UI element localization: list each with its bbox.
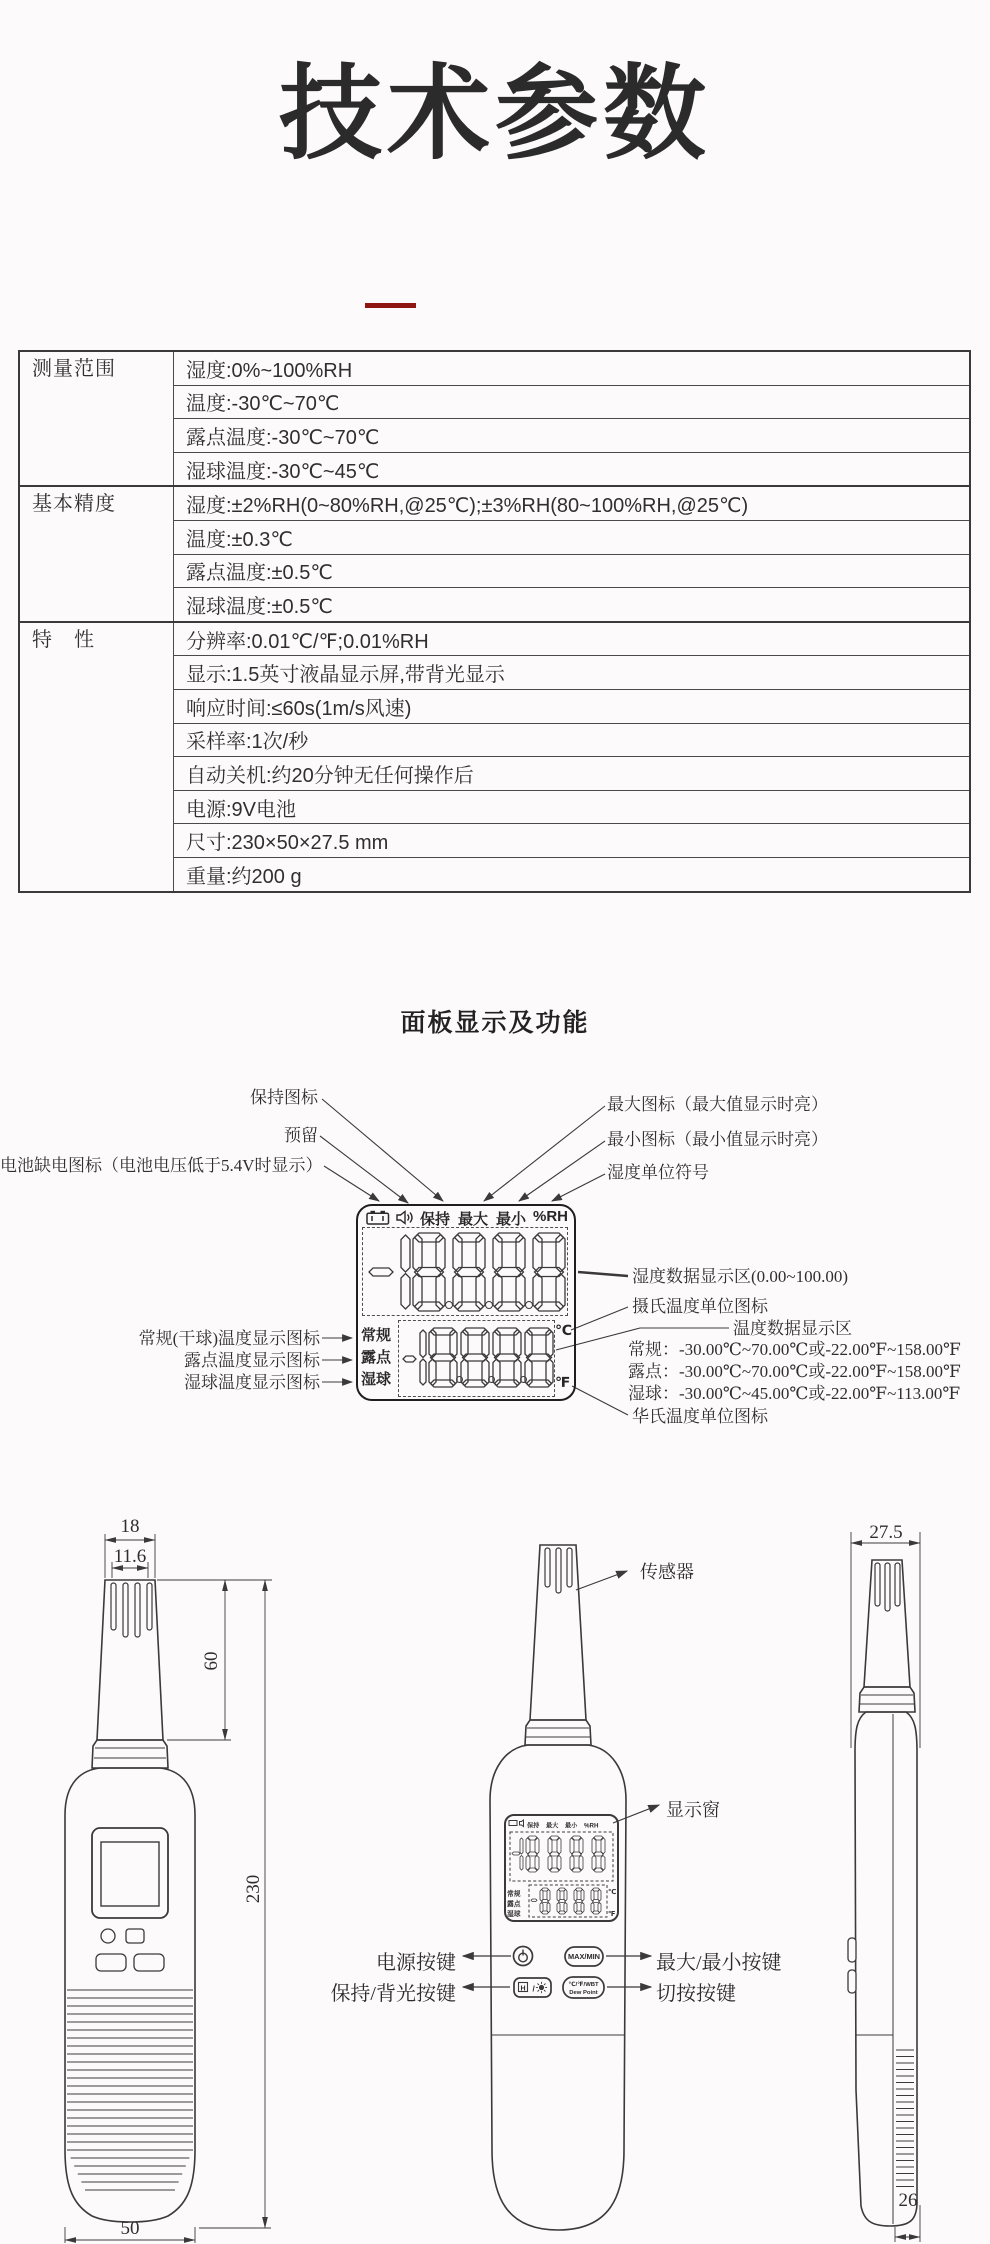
panel-section-heading: 面板显示及功能	[400, 1009, 590, 1037]
dim-total-length: 230	[243, 1874, 264, 1904]
decimal-dot	[520, 1376, 527, 1383]
callout-hold-backlight-button: 保持/背光按键	[330, 1983, 456, 2005]
device-drawings-section	[0, 1490, 990, 2244]
mini-lcd-hold: 保持	[527, 1822, 540, 1830]
seven-segment-digit	[452, 1232, 486, 1312]
lcd-fahrenheit-unit: ℉	[555, 1374, 571, 1390]
callout-celsius-icon: 摄氏温度单位图标	[632, 1297, 768, 1316]
callout-reserved: 预留	[284, 1126, 318, 1145]
spec-row-value: 温度:±0.3℃	[174, 520, 971, 554]
callout-range-dew: 露点：-30.00℃~70.00℃或-22.00℉~158.00℉	[628, 1362, 961, 1381]
spec-row-value: 尺寸:230×50×27.5 mm	[174, 824, 971, 858]
spec-row-value: 显示:1.5英寸液晶显示屏,带背光显示	[174, 656, 971, 690]
callout-wet-icon: 湿球温度显示图标	[184, 1373, 320, 1392]
lcd-min-label: 最小	[496, 1211, 527, 1228]
seven-segment-digit	[416, 1328, 427, 1387]
spec-row-value: 分辨率:0.01℃/℉;0.01%RH	[174, 622, 971, 656]
spec-row-value: 湿球温度:-30℃~45℃	[174, 452, 971, 486]
callout-max-min-button: 最大/最小按键	[656, 1952, 782, 1974]
spec-table	[18, 350, 971, 893]
callout-temp-area: 温度数据显示区	[733, 1319, 852, 1338]
spec-row-value: 湿度:±2%RH(0~80%RH,@25℃);±3%RH(80~100%RH,@25℃)	[174, 486, 971, 520]
seven-segment-digit	[396, 1233, 411, 1311]
spec-row-value: 露点温度:±0.5℃	[174, 554, 971, 588]
callout-display-window: 显示窗	[666, 1800, 720, 1820]
lcd-dew-label: 露点	[361, 1349, 392, 1366]
red-divider	[365, 303, 416, 308]
callout-dew-icon: 露点温度显示图标	[184, 1351, 320, 1370]
mini-lcd-min: 最小	[565, 1822, 578, 1830]
mini-lcd-max: 最大	[546, 1822, 559, 1830]
hold-backlight-slash: /	[532, 1984, 535, 1994]
dim-depth: 27.5	[869, 1522, 903, 1543]
callout-hold-icon: 保持图标	[250, 1088, 318, 1107]
mini-lcd-c: ℃	[608, 1889, 617, 1896]
spec-row-value: 湿度:0%~100%RH	[174, 351, 971, 385]
decimal-dot	[488, 1376, 495, 1383]
mini-lcd-wet: 湿球	[507, 1911, 521, 1918]
mini-lcd-dew: 露点	[507, 1901, 521, 1908]
page-title: 技术参数	[279, 56, 711, 171]
lcd-diagram-section	[0, 1060, 990, 1455]
device-drawings-svg	[0, 1490, 990, 2244]
mini-lcd-rh: %RH	[584, 1822, 599, 1830]
callout-normal-icon: 常规(干球)温度显示图标	[138, 1329, 320, 1348]
callout-min-icon: 最小图标（最小值显示时亮）	[607, 1130, 828, 1149]
callout-humidity-area: 湿度数据显示区(0.00~100.00)	[632, 1267, 849, 1286]
spec-row-value: 露点温度:-30℃~70℃	[174, 419, 971, 453]
spec-group-label: 测量范围	[19, 351, 174, 486]
spec-row-value: 采样率:1次/秒	[174, 723, 971, 757]
dim-probe-outer: 18	[120, 1516, 140, 1537]
callout-power-button: 电源按键	[376, 1952, 456, 1974]
lcd-max-label: 最大	[458, 1211, 489, 1228]
callout-fahrenheit-icon: 华氏温度单位图标	[632, 1407, 768, 1426]
lcd-rh-label: %RH	[533, 1208, 569, 1225]
dim-body-width: 50	[120, 2218, 140, 2239]
table-row	[19, 486, 970, 520]
decimal-dot	[525, 1301, 533, 1309]
unit-button-line2: Dew Point	[569, 1990, 598, 1996]
spec-group-label: 特 性	[19, 622, 174, 892]
lcd-celsius-unit: ℃	[555, 1322, 572, 1338]
lcd-wet-label: 湿球	[361, 1371, 392, 1388]
seven-segment-digit	[532, 1232, 566, 1312]
table-row	[19, 351, 970, 385]
spec-row-value: 响应时间:≤60s(1m/s风速)	[174, 689, 971, 723]
max-min-button: MAX/MIN	[567, 1952, 601, 1961]
callout-humidity-unit: 湿度单位符号	[607, 1163, 709, 1182]
seven-segment-digit	[460, 1327, 490, 1388]
callout-sensor: 传感器	[640, 1562, 694, 1582]
spec-group-label: 基本精度	[19, 486, 174, 621]
decimal-dot	[456, 1376, 463, 1383]
decimal-dot	[485, 1301, 493, 1309]
mini-lcd-normal: 常规	[507, 1891, 521, 1898]
lcd-panel	[356, 1204, 576, 1401]
seven-segment-digit	[402, 1355, 417, 1363]
callout-switch-button: 切按按键	[656, 1983, 736, 2005]
spec-row-value: 电源:9V电池	[174, 790, 971, 824]
dim-probe-inner: 11.6	[113, 1546, 147, 1567]
callout-max-icon: 最大图标（最大值显示时亮）	[607, 1095, 828, 1114]
callout-range-wet: 湿球：-30.00℃~45.00℃或-22.00℉~113.00℉	[628, 1384, 961, 1403]
decimal-dot	[445, 1301, 453, 1309]
callout-battery-icon: 电池缺电图标（电池电压低于5.4V时显示）	[0, 1156, 323, 1175]
seven-segment-digit	[492, 1327, 522, 1388]
lcd-normal-label: 常规	[361, 1327, 392, 1344]
dim-bottom-depth: 26	[898, 2190, 918, 2211]
spec-row-value: 湿球温度:±0.5℃	[174, 588, 971, 622]
table-row	[19, 622, 970, 656]
dim-probe-length: 60	[201, 1651, 222, 1671]
hold-backlight-button-h: H	[520, 1985, 526, 1993]
seven-segment-digit	[428, 1327, 458, 1388]
spec-row-value: 重量:约200 g	[174, 857, 971, 891]
callout-range-normal: 常规：-30.00℃~70.00℃或-22.00℉~158.00℉	[628, 1340, 961, 1359]
seven-segment-digit	[368, 1267, 394, 1277]
seven-segment-digit	[412, 1232, 446, 1312]
spec-row-value: 自动关机:约20分钟无任何操作后	[174, 757, 971, 791]
seven-segment-digit	[492, 1232, 526, 1312]
seven-segment-digit	[524, 1327, 554, 1388]
lcd-hold-label: 保持	[420, 1211, 451, 1228]
spec-row-value: 温度:-30℃~70℃	[174, 385, 971, 419]
unit-button-line1: ℃/℉/WBT	[568, 1982, 599, 1988]
mini-lcd-f: ℉	[608, 1911, 616, 1918]
